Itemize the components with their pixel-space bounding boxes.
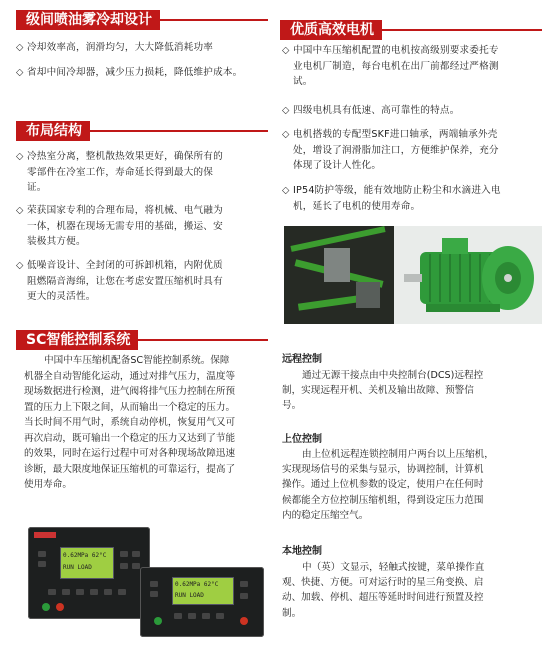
section-header-motor (280, 20, 542, 40)
section-title: 优质高效电机 (280, 20, 382, 40)
header-rule (382, 29, 542, 31)
header-rule (90, 130, 268, 132)
remote-control-text: 通过无源干接点由中央控制台(DCS)远程控 制，实现远程开机、关机及输出故障、预警信 号。 (282, 370, 484, 412)
section-title: 级间喷油雾冷却设计 (16, 10, 160, 30)
section-title: SC智能控制系统 (16, 330, 138, 350)
bullet-item: ◇ 省却中间冷却器，减少压力损耗，降低维护成本。 (16, 65, 262, 81)
lcd-screen: 0.62MPa 62°C RUN LOAD (172, 577, 234, 605)
section-title: 布局结构 (16, 121, 90, 141)
section-header-layout (16, 121, 268, 141)
brand-logo-icon (34, 532, 56, 538)
sc-description: 中国中车压缩机配备SC智能控制系统。保障 机器全自动智能化运动，通过对排气压力，温度等 现场数据进行检测，进气阀将排气压力控制在所预 置的压力上下限之间，从而输出一个稳定的压力。 当长时间不用气时，系统自动停机，恢复用气又可 再次启动，既可输出一个稳定的压力又达到了节能 的效果，同时在运行过程中可对各种现场故障迅速 诊断，最大限度地保证压缩机的可靠运行，提高了 使用寿命。 (24, 355, 236, 490)
lcd-screen: 0.62MPa 62°C RUN LOAD (60, 547, 114, 579)
diamond-bullet-icon: ◇ (282, 105, 290, 116)
header-rule (138, 339, 268, 341)
diamond-bullet-icon: ◇ (282, 129, 290, 140)
bullet-item: ◇ 电机搭载的专配型SKF进口轴承，两端轴承外壳 处，增设了润滑脂加注口，方便维护保养，充分 体现了设计人性化。 (282, 129, 499, 171)
electric-motor-image (400, 228, 542, 322)
diamond-bullet-icon: ◇ (16, 205, 24, 216)
bullet-item: ◇ IP54防护等级，能有效地防止粉尘和水滴进入电 机，延长了电机的使用寿命。 (282, 185, 501, 212)
section-header-sc-control (16, 330, 268, 350)
bullet-item: ◇ 荣获国家专利的合理布局，将机械、电气融为 一体，机器在现场无需专用的基础，搬运、安 装极其方便。 (16, 205, 223, 247)
upper-control-text: 由上位机远程连锁控制用户两台以上压缩机， 实现现场信号的采集与显示，协调控制，计算机 操作。通过上位机参数的设定，使用户在任何时 候都能全方位控制压缩机组，得到设定压力范围 内的稳定压缩空气。 (282, 449, 494, 521)
compressor-interior-image (284, 226, 394, 324)
subsection-title: 远程控制 (282, 354, 322, 365)
diamond-bullet-icon: ◇ (16, 151, 24, 162)
subsection-title: 本地控制 (282, 546, 322, 557)
diamond-bullet-icon: ◇ (16, 67, 24, 78)
bullet-item: ◇ 冷却效率高，润滑均匀，大大降低消耗功率 (16, 40, 268, 56)
bullet-item: ◇ 冷热室分离，整机散热效果更好，确保所有的 零部件在冷室工作，寿命延长得到最大的保 证。 (16, 151, 223, 193)
subsection-title: 上位控制 (282, 434, 322, 445)
section-header-spray (16, 10, 268, 30)
diamond-bullet-icon: ◇ (16, 42, 24, 53)
bullet-item: ◇ 低噪音设计、全封闭的可拆卸机箱，内附优质 阻燃隔音海绵，让您在考虑安置压缩机时具有 更大的灵活性。 (16, 260, 223, 302)
controller-panel-image-2 (140, 567, 264, 637)
diamond-bullet-icon: ◇ (16, 260, 24, 271)
bullet-item: ◇ 四级电机具有低速、高可靠性的特点。 (282, 103, 544, 119)
header-rule (160, 19, 268, 21)
bullet-item: ◇ 中国中车压缩机配置的电机按高级别要求委托专 业电机厂制造，每台电机在出厂前都经过严格测 试。 (282, 45, 499, 87)
controller-panel-image (28, 527, 150, 619)
local-control-text: 中（英）文显示，轻触式按键，菜单操作直 观、快捷、方便。可对运行时的星三角变换、启 动、加载、停机、超压等延时时间进行预置及控 制。 (282, 562, 485, 619)
diamond-bullet-icon: ◇ (282, 185, 290, 196)
diamond-bullet-icon: ◇ (282, 45, 290, 56)
motor-photo (284, 226, 542, 324)
